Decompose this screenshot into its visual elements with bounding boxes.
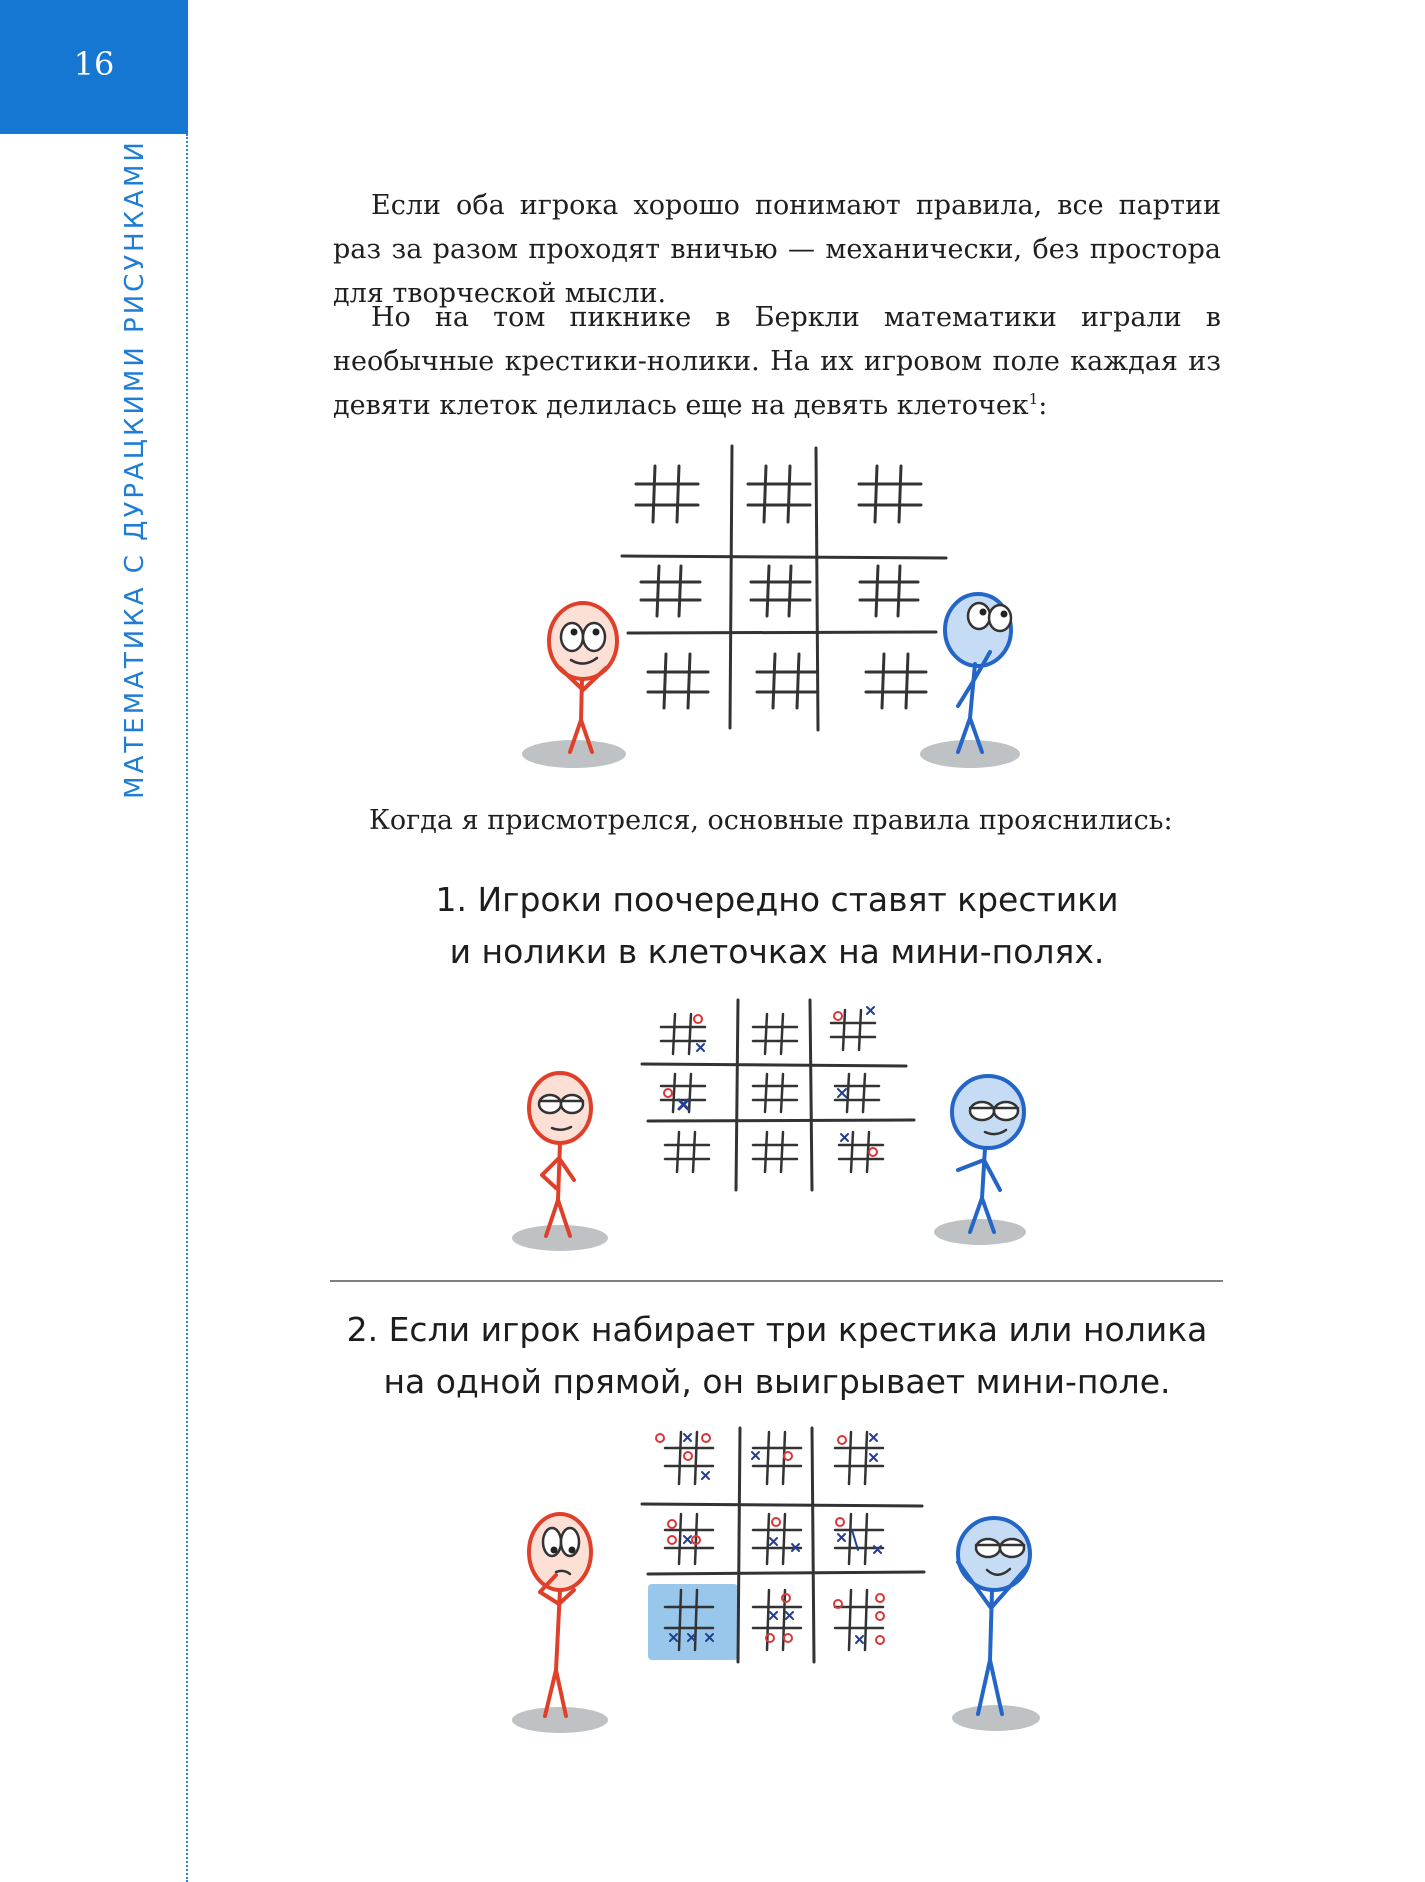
rule-2-line-2: на одной прямой, он выигрывает мини-поле. bbox=[383, 1362, 1171, 1401]
intro-rules: Когда я присмотрелся, основные правила прояснились: bbox=[369, 805, 1173, 836]
rule-2-line-1: 2. Если игрок набирает три крестика или нолика bbox=[346, 1310, 1208, 1349]
page-number: 16 bbox=[73, 45, 115, 83]
paragraph-2-end: : bbox=[1038, 390, 1048, 421]
won-mini-board-highlight bbox=[648, 1584, 738, 1660]
footnote-marker: 1 bbox=[1028, 390, 1039, 408]
red-stick-figure-icon bbox=[512, 1514, 608, 1733]
paragraph-1: Если оба игрока хорошо понимают правила, все партии раз за разом проходят вничью — механически, без простора для творческой мысли. bbox=[333, 190, 1221, 309]
rule-1-line-2: и нолики в клеточках на мини-полях. bbox=[449, 932, 1105, 971]
running-title: МАТЕМАТИКА С ДУРАЦКИМИ РИСУНКАМИ bbox=[120, 139, 150, 799]
paragraph-2-text: Но на том пикнике в Беркли математики играли в необычные крестики-нолики. На их игровом поле каждая из девяти клеток делилась еще на девять клеточек bbox=[333, 302, 1221, 421]
blue-stick-figure-icon bbox=[952, 1518, 1040, 1731]
rule-1-line-1: 1. Игроки поочередно ставят крестики bbox=[435, 880, 1119, 919]
